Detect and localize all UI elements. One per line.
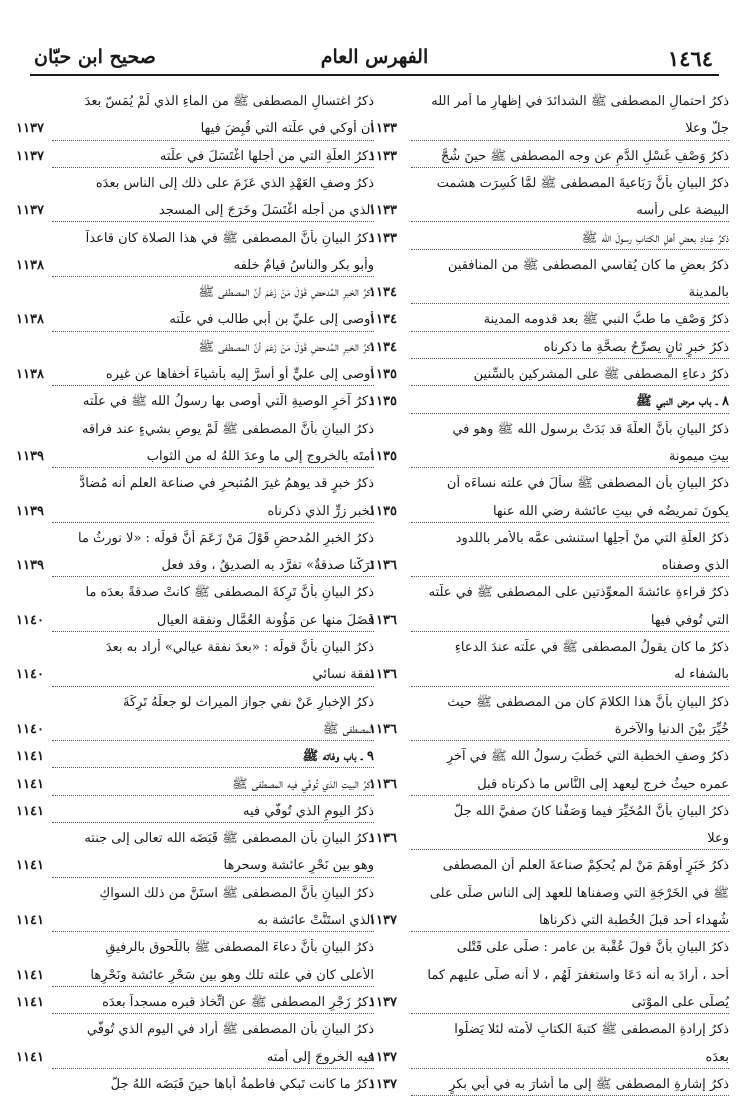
entry-text: بالمدينة <box>688 285 729 301</box>
entry-page-number: ١١٤١ <box>16 913 44 928</box>
entry-page-number: ١١٣٦ <box>369 776 397 792</box>
right-column <box>371 86 729 1096</box>
entry-text: ذكرُ البيتِ الذي تُوفّي فيه المصطفى ﷺ <box>231 776 374 792</box>
index-entry <box>371 878 729 905</box>
entry-page-number: ١١٣٦ <box>369 667 397 683</box>
entry-text: بالشفاء له <box>674 667 729 683</box>
index-entry <box>16 195 374 222</box>
entry-text: المصطفى ﷺ <box>322 721 374 737</box>
entry-text: ﷺ في الخَرْجَةِ التي وصفناها للعهد إلى الناس صلَّى على <box>429 885 729 901</box>
entry-page-number: ١١٣٧ <box>16 121 44 137</box>
entry-text: ذكرُ وصفِ العَهْدِ الذي عَزَمَ على ذلك إلى الناس بعدَه <box>95 175 374 191</box>
index-entry <box>371 823 729 850</box>
entry-text: يُصلَّى على الموْتى <box>631 994 729 1010</box>
entry-text: ذكرُ البيانِ بأنَّ قولَ عُقْبة بن عامر : صلَّى على قَتْلى <box>456 940 729 956</box>
entry-text: ذكرُ زَجْرِ المصطفى ﷺ عن اتِّخاذ قبره مسجداً بعدَه <box>102 994 374 1010</box>
entry-page-number: ١١٣٧ <box>16 203 44 219</box>
index-entry <box>371 223 729 250</box>
index-entry <box>16 878 374 905</box>
entry-text: ٨ ـ باب مرض النبي ﷺ <box>636 394 729 410</box>
entry-page-number: ١١٣٥ <box>369 367 397 382</box>
entry-text: ذكرُ احتمالِ المصطفى ﷺ الشدائدَ في إظهارِ ما أمر الله <box>431 94 729 109</box>
index-entry <box>371 304 729 331</box>
index-entry <box>16 823 374 850</box>
entry-page-number: ١١٤٠ <box>16 721 44 737</box>
page-title: الفهرس العام <box>320 46 429 68</box>
entry-page-number: ١١٣٥ <box>369 448 397 464</box>
entry-text: تَرَكْنا صدقةٌ» تفرَّد به الصديقُ ، وقد فعل <box>161 558 374 574</box>
entry-text: ذكرُ البيانِ بأنَّ المصطفى ﷺ لَمْ يوصِ بشيءٍ عند فراقه <box>81 421 374 437</box>
entry-page-number: ١١٤١ <box>16 803 44 819</box>
entry-text: ذكرُ خبرٍ قد يوهمُ غيرَ المُتبحرِ في صناعة العلم أنه مُضادٌّ <box>79 476 374 492</box>
index-section-heading <box>371 386 729 413</box>
index-entry <box>371 714 729 741</box>
entry-text: الذي وصفناه <box>661 558 729 574</box>
entry-text: ذكرُ آخرِ الوصيةِ الَّتي أوصى بها رسولُ الله ﷺ في علَّته <box>82 394 374 410</box>
entry-page-number: ١١٣٩ <box>16 503 44 519</box>
book-title: صحيح ابن حبّان <box>34 46 156 68</box>
entry-text: ذكرُ البيانِ بأنَّ تَرِكةَ المصطفى ﷺ كانتْ صدقةً بعدَه ما <box>85 585 374 601</box>
entry-page-number: ١١٣٣ <box>369 121 397 137</box>
entry-text: ذكرُ البيانِ بأنَّ المُخَيِّرَ فيما وَصَفْنا كانَ صفيَّ الله جلَّ <box>453 803 729 819</box>
entry-text: نفقة نسائي <box>312 667 374 683</box>
entry-text: ذكرُ خَبَرٍ أَوهَمَ مَنْ لم يُحكِمْ صناعةَ العلم أن المصطفى <box>442 858 729 874</box>
index-entry <box>16 605 374 632</box>
index-entry <box>16 332 374 359</box>
entry-text: ذكرُ اليومِ الذي تُوفّي فيه <box>242 803 374 819</box>
index-entry <box>16 960 374 987</box>
index-entry <box>371 659 729 686</box>
entry-text: ذكرُ البيانِ بأنَّ رَبَاعيةَ المصطفى ﷺ لمَّا كُسِرَت هشمت <box>436 175 729 191</box>
entry-page-number: ١١٣٧ <box>16 148 44 164</box>
entry-text: ذكرُ إرادةِ المصطفى ﷺ كتبةَ الكتابِ لأمته لئلا يَضلُّوا <box>454 1022 729 1038</box>
index-entry <box>16 796 374 823</box>
entry-page-number: ١١٣٤ <box>369 312 397 328</box>
entry-divider <box>411 1095 729 1096</box>
entry-page-number: ١١٤١ <box>16 967 44 983</box>
index-entry <box>16 1014 374 1041</box>
entry-text: ذكرُ وَصْفِ ما طبَّ النبي ﷺ بعد قدومه المدينة <box>483 312 729 328</box>
entry-text: ذكرُ وَصْفِ غَسْلِ الدَّمِ عن وجه المصطفى ﷺ حينَ شُجَّ <box>440 148 729 164</box>
entry-text: ذكرُ الخبرِ المُدحضِ قَوْلَ مَنْ زَعَمَ أنَّ قولَه : «لا نورثُ ما <box>77 530 374 546</box>
entry-page-number: ١١٣٨ <box>16 312 44 328</box>
entry-text: ذكرُ العلَّةِ التي منْ أجلِها استنشى عمَّه بالأمر باللدود <box>455 530 729 546</box>
index-entry <box>16 850 374 877</box>
entry-text: ذكرُ عِنادِ بعضِ أهلِ الكتابِ رسولَ الله ﷺ <box>581 230 729 246</box>
entry-text: ذكرُ العلَّةِ التي من أجلها اغْتَسَلَ في علَّته <box>159 148 374 164</box>
index-entry <box>371 632 729 659</box>
entry-text: ذكرُ خبرٍ ثانٍ يصرِّحُ بصحَّةِ ما ذكرناه <box>543 339 729 355</box>
entry-text: لخبر زرٍّ الذي ذكرناه <box>267 503 374 519</box>
index-entry <box>371 113 729 140</box>
entry-text: ذكرُ ما كان يقولُ المصطفى ﷺ في علَّته عندَ الدعاءِ <box>454 640 729 655</box>
index-entry <box>371 932 729 959</box>
entry-text: ذكرُ الخبرِ المُدحضِ قَوْلَ مَنْ زَعَمَ أنَّ المصطفى ﷺ <box>198 285 374 301</box>
entry-text: ذكرُ البيانِ بأنَّ دعاءَ المصطفى ﷺ باللُّحوق بالرفيقِ <box>105 940 374 956</box>
entry-text: شُهداء أُحد قبلَ الخُطبة التي ذكرناها <box>539 913 729 928</box>
entry-text: أن أُوكي في علَّته التي قُبِضَ فيها <box>200 121 374 137</box>
index-entry <box>371 414 729 441</box>
entry-page-number: ١١٤١ <box>16 994 44 1010</box>
index-entry <box>371 523 729 550</box>
entry-page-number: ١١٣٧ <box>369 994 397 1010</box>
entry-text: يكونَ تمريضُه في بيتِ عائشة رضي الله عنها <box>492 503 729 519</box>
entry-text: أوصى إلى عليٍّ أو أسرَّ إليه بأشياءَ أخفاها عن غيره <box>105 367 374 382</box>
entry-text: ذكرُ بعضِ ما كان يُقاسي المصطفى ﷺ من المنافقين <box>447 257 729 273</box>
entry-page-number: ١١٤١ <box>16 1049 44 1065</box>
entry-page-number: ١١٣٦ <box>369 612 397 628</box>
entry-text: ذكرُ وصفِ الخطبة التي خَطَبَ رسولُ الله ﷺ في آخرِ <box>446 749 729 765</box>
index-entry <box>16 277 374 304</box>
entry-text: ٩ ـ باب وفاته ﷺ <box>302 749 374 765</box>
entry-page-number: ١١٤١ <box>16 776 44 792</box>
index-entry <box>371 960 729 987</box>
index-entry <box>16 1042 374 1069</box>
index-entry <box>16 632 374 659</box>
entry-text: الذي من أجله اغْتَسَلَ وخَرَجَ إلى المسجد <box>158 203 374 219</box>
index-entry <box>16 386 374 413</box>
entry-page-number: ١١٤٠ <box>16 612 44 628</box>
entry-text: وأبو بكر والناسُ قيامٌ خلفه <box>233 257 374 273</box>
entry-text: البيضة على رأسه <box>636 203 729 219</box>
index-entry <box>16 304 374 331</box>
index-entry <box>16 141 374 168</box>
entry-text: ذكرُ البيانِ بأنَّ المصطفى ﷺ في هذا الصلاة كان قاعداً <box>85 230 374 246</box>
entry-text: ذكرُ البيانِ بأنَّ هذا الكلامَ كان من المصطفى ﷺ حيث <box>447 694 729 710</box>
index-entry <box>371 987 729 1014</box>
entry-page-number: ١١٣٥ <box>369 394 397 410</box>
entry-page-number: ١١٣٣ <box>369 203 397 219</box>
index-entry <box>371 86 729 113</box>
entry-page-number: ١١٣٩ <box>16 558 44 574</box>
index-entry <box>16 523 374 550</box>
index-entry <box>371 496 729 523</box>
entry-page-number: ١١٣٩ <box>16 448 44 464</box>
index-entry <box>16 905 374 932</box>
entry-text: ذكرُ البيانِ بأن المصطفى ﷺ قَبَضَه الله تعالى إلى جنته <box>84 831 374 847</box>
entry-page-number: ١١٣٧ <box>369 1076 397 1092</box>
entry-page-number: ١١٣٨ <box>16 257 44 273</box>
entry-text: ذكرُ البيانِ بأنَّ العلَّةَ قد بَدَتْ برسول الله ﷺ وهو في <box>452 421 729 437</box>
entry-text: ذكرُ البيانِ بأنَّ المصطفى ﷺ استَنَّ من ذلك السواكِ <box>99 885 374 901</box>
entry-text: الذي استَنَّتْ عائشة به <box>257 913 374 928</box>
index-entry <box>371 605 729 632</box>
entry-text: أمتَه بالخروج إلى ما وعدَ اللهُ له من الثواب <box>146 448 374 464</box>
entry-text: ذكرُ اغتسالِ المصطفى ﷺ من الماءِ الذي لَمْ يُمَسّ بعدَ <box>84 94 374 109</box>
index-entry <box>16 86 374 113</box>
entry-page-number: ١١٣٧ <box>369 1049 397 1065</box>
index-entry <box>16 223 374 250</box>
entry-page-number: ١١٣٥ <box>369 503 397 519</box>
entry-text: ذكرُ البيانِ بأن المصطفى ﷺ سألَ في علته نساءَه أن <box>446 476 729 492</box>
index-entry <box>371 277 729 304</box>
index-entry <box>16 932 374 959</box>
index-entry <box>371 1014 729 1041</box>
index-entry <box>371 332 729 359</box>
entry-page-number: ١١٤٠ <box>16 667 44 683</box>
index-entry <box>16 1069 374 1096</box>
entry-text: بيتِ ميمونة <box>668 448 729 464</box>
index-entry <box>371 769 729 796</box>
index-entry <box>16 359 374 386</box>
entry-text: عمره حيثُ خرج ليعهد إلى النَّاس ما ذكرناه قبل <box>477 776 729 792</box>
entry-text: وهو بين نَحْرِ عائشة وسحرها <box>223 858 374 874</box>
index-entry <box>371 741 729 768</box>
index-entry <box>371 359 729 386</box>
page-header <box>30 40 719 76</box>
index-entry <box>16 168 374 195</box>
index-entry <box>16 769 374 796</box>
entry-text: ذكرُ البيانِ بأن المصطفى ﷺ أراد في اليوم الذي تُوفّي <box>86 1022 374 1038</box>
index-entry <box>16 987 374 1014</box>
index-entry <box>371 796 729 823</box>
index-entry <box>371 468 729 495</box>
index-entry <box>16 659 374 686</box>
entry-page-number: ١١٣٦ <box>369 721 397 737</box>
index-entry <box>16 468 374 495</box>
left-column <box>16 86 374 1096</box>
entry-text: ذكرُ دعاءِ المصطفى ﷺ على المشركين بالسِّنين <box>473 367 729 382</box>
entry-page-number: ١١٣٣ <box>369 230 397 246</box>
index-entry <box>371 905 729 932</box>
entry-text: أوصى إلى عليِّ بن أبي طالب في علَّته <box>169 312 374 328</box>
entry-text: خُيِّرَ بيْنَ الدنيا والآخرة <box>614 721 729 737</box>
page-number: ١٤٦٤ <box>667 46 713 71</box>
entry-page-number: ١١٣٤ <box>369 285 397 301</box>
index-entry <box>371 441 729 468</box>
index-entry <box>16 550 374 577</box>
index-entry <box>371 168 729 195</box>
entry-text: ذكرُ الإخبارِ عَنْ نفي جواز الميراث لو جعلَهُ تَرِكَةَ <box>123 694 374 710</box>
index-entry <box>16 577 374 604</box>
entry-text: ذكرُ البيانِ بأنَّ قولَه : «بعدَ نفقة عيالي» أراد به بعدَ <box>105 640 374 655</box>
entry-page-number: ١١٣٦ <box>369 558 397 574</box>
entry-text: بعدَه <box>705 1049 729 1065</box>
entry-text: جلَّ وعلا <box>685 121 729 137</box>
entry-text: ذكرُ الخبرِ المُدحضِ قَوْلَ مَنْ زَعَمَ أنَّ المصطفى ﷺ <box>198 339 374 355</box>
index-entry <box>371 577 729 604</box>
entry-page-number: ١١٣٦ <box>369 831 397 847</box>
index-entry <box>16 250 374 277</box>
index-entry <box>16 441 374 468</box>
entry-page-number: ١١٣٧ <box>369 913 397 928</box>
entry-text: فَضَلَ منها عن مَؤُونة العُمَّال ونفقة العيال <box>156 612 374 628</box>
entry-text: الأعلى كان في علته تلك وهو بين سَحْرِ عائشة ونَحْرِها <box>90 967 374 983</box>
index-entry <box>371 550 729 577</box>
entry-page-number: ١١٤١ <box>16 749 44 765</box>
entry-text: ذكرُ إشارةِ المصطفى ﷺ إلى ما أشارَ به في أبي بكرٍ <box>449 1076 729 1092</box>
entry-text: ذكرُ قراءةِ عائشةَ المعوِّذتين على المصطفى ﷺ في علَّته <box>428 585 729 601</box>
entry-page-number: ١١٣٣ <box>369 148 397 164</box>
entry-page-number: ١١٣٤ <box>369 339 397 355</box>
index-entry <box>371 250 729 277</box>
entry-text: أحد ، أرادَ به أنه دَعَا واستغفرَ لَهُم ، لا أنه صلَّى عليهم كما <box>427 967 729 983</box>
entry-text: ذكرُ ما كانت تَبكي فاطمةُ أباها حينَ قَبَضَه اللهُ جلَّ <box>110 1076 374 1092</box>
entry-page-number: ١١٤١ <box>16 858 44 874</box>
index-entry <box>16 496 374 523</box>
index-entry <box>371 687 729 714</box>
index-entry <box>371 195 729 222</box>
index-entry <box>16 714 374 741</box>
index-section-heading <box>16 741 374 768</box>
index-entry <box>371 1069 729 1096</box>
index-entry <box>371 141 729 168</box>
index-entry <box>16 687 374 714</box>
index-entry <box>16 113 374 140</box>
index-entry <box>371 1042 729 1069</box>
entry-text: فيه الخروجَ إلى أمته <box>266 1049 374 1065</box>
index-entry <box>16 414 374 441</box>
index-entry <box>371 850 729 877</box>
entry-text: التي تُوفي فيها <box>650 612 729 628</box>
entry-text: وعلا <box>707 831 729 847</box>
entry-page-number: ١١٣٨ <box>16 367 44 382</box>
